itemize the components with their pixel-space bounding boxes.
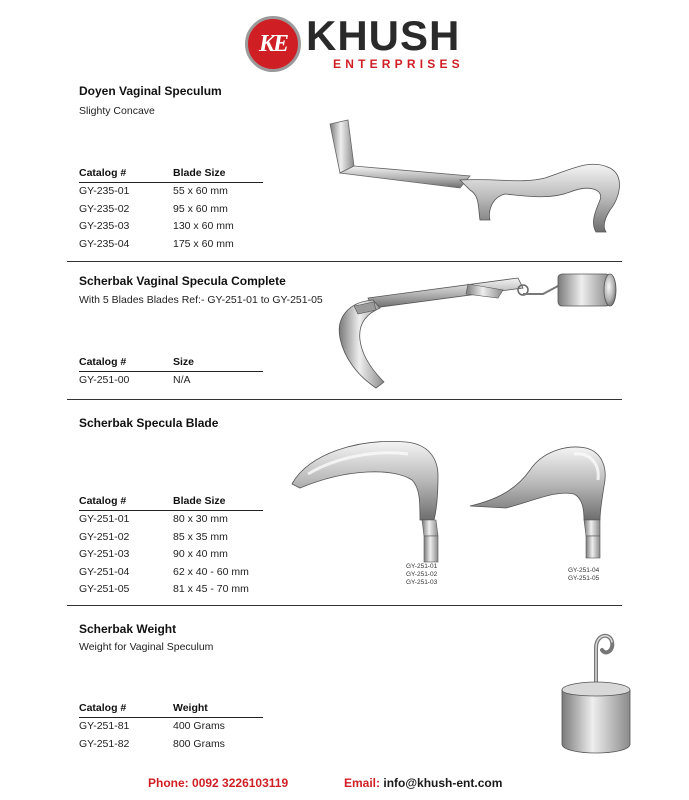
catalog-table-scherbak-weight — [79, 701, 263, 753]
catalog-number: GY-235-04 — [79, 237, 130, 250]
blade-size: 55 x 60 mm — [173, 185, 228, 197]
footer-email — [344, 776, 502, 790]
section-subtitle-scherbak-weight: Weight for Vaginal Speculum — [79, 641, 214, 653]
section-title-scherbak-blade: Scherbak Specula Blade — [79, 416, 219, 430]
blade-size: 80 x 30 mm — [173, 513, 228, 525]
section-divider — [67, 399, 622, 400]
scherbak-blade-image-1 — [288, 436, 448, 566]
brand-name: KHUSH — [306, 12, 461, 59]
section-divider — [67, 261, 622, 262]
table-row — [79, 529, 263, 547]
caption-line: GY-251-03 — [406, 579, 438, 586]
caption-line: GY-251-04 — [568, 567, 600, 574]
phone-label: Phone: — [148, 776, 189, 790]
catalog-number: GY-251-00 — [79, 374, 130, 386]
table-row — [79, 183, 263, 201]
catalog-number: GY-235-02 — [79, 202, 130, 215]
catalog-number: GY-251-81 — [79, 720, 130, 732]
table-header — [79, 355, 263, 372]
catalog-table-scherbak-blade — [79, 494, 263, 599]
brand-tagline: ENTERPRISES — [333, 57, 464, 71]
col-weight-header: Weight — [173, 702, 208, 714]
col-catalog-header: Catalog # — [79, 702, 127, 714]
size-value: N/A — [173, 374, 191, 386]
table-header — [79, 494, 263, 511]
table-row — [79, 564, 263, 582]
section-title-scherbak-weight: Scherbak Weight — [79, 622, 177, 636]
caption-line: GY-251-02 — [406, 571, 438, 578]
blade-caption-group-1 — [406, 563, 437, 587]
table-row — [79, 236, 263, 254]
section-title-scherbak-complete: Scherbak Vaginal Specula Complete — [79, 274, 286, 288]
section-title-doyen: Doyen Vaginal Speculum — [79, 84, 222, 98]
catalog-number: GY-251-82 — [79, 737, 130, 750]
logo-mark: KE — [245, 16, 301, 72]
col-catalog-header: Catalog # — [79, 356, 127, 368]
blade-size: 81 x 45 - 70 mm — [173, 583, 249, 595]
col-size-header: Size — [173, 356, 195, 368]
catalog-table-scherbak-complete — [79, 355, 263, 390]
table-row — [79, 546, 263, 564]
col-catalog-header: Catalog # — [79, 495, 127, 507]
table-row — [79, 511, 263, 529]
col-size-header: Blade Size — [173, 495, 226, 507]
catalog-number: GY-235-03 — [79, 220, 130, 232]
catalog-table-doyen — [79, 166, 263, 253]
catalog-number: GY-251-05 — [79, 583, 130, 595]
scherbak-blade-image-2 — [466, 440, 616, 560]
caption-line: GY-251-01 — [406, 563, 438, 570]
table-row — [79, 372, 263, 390]
catalog-number: GY-251-03 — [79, 548, 130, 560]
blade-size: 175 x 60 mm — [173, 237, 234, 250]
table-header — [79, 701, 263, 718]
scherbak-complete-image — [318, 266, 618, 392]
weight-value: 800 Grams — [173, 737, 225, 750]
table-row — [79, 718, 263, 736]
table-header — [79, 166, 263, 183]
blade-size: 62 x 40 - 60 mm — [173, 565, 249, 578]
blade-size: 95 x 60 mm — [173, 202, 228, 215]
col-catalog-header: Catalog # — [79, 167, 127, 179]
weight-value: 400 Grams — [173, 720, 225, 732]
table-row — [79, 218, 263, 236]
section-divider — [67, 605, 622, 606]
catalog-number: GY-235-01 — [79, 185, 130, 197]
footer-phone — [148, 776, 288, 790]
catalog-number: GY-251-01 — [79, 513, 130, 525]
blade-size: 85 x 35 mm — [173, 530, 228, 543]
scherbak-weight-image — [556, 628, 636, 758]
table-row — [79, 201, 263, 219]
blade-size: 90 x 40 mm — [173, 548, 228, 560]
doyen-speculum-image — [320, 118, 630, 238]
catalog-number: GY-251-04 — [79, 565, 130, 578]
section-subtitle-scherbak-complete: With 5 Blades Blades Ref:- GY-251-01 to GY-251-05 — [79, 294, 323, 306]
section-subtitle-doyen: Slighty Concave — [79, 105, 155, 117]
blade-size: 130 x 60 mm — [173, 220, 234, 232]
phone-number[interactable]: 0092 3226103119 — [192, 776, 289, 790]
table-row — [79, 581, 263, 599]
email-label: Email: — [344, 776, 381, 790]
caption-line: GY-251-05 — [568, 575, 600, 582]
email-address[interactable]: info@khush-ent.com — [383, 776, 503, 790]
blade-caption-group-2 — [568, 567, 599, 583]
catalog-number: GY-251-02 — [79, 530, 130, 543]
table-row — [79, 736, 263, 754]
col-size-header: Blade Size — [173, 167, 226, 179]
